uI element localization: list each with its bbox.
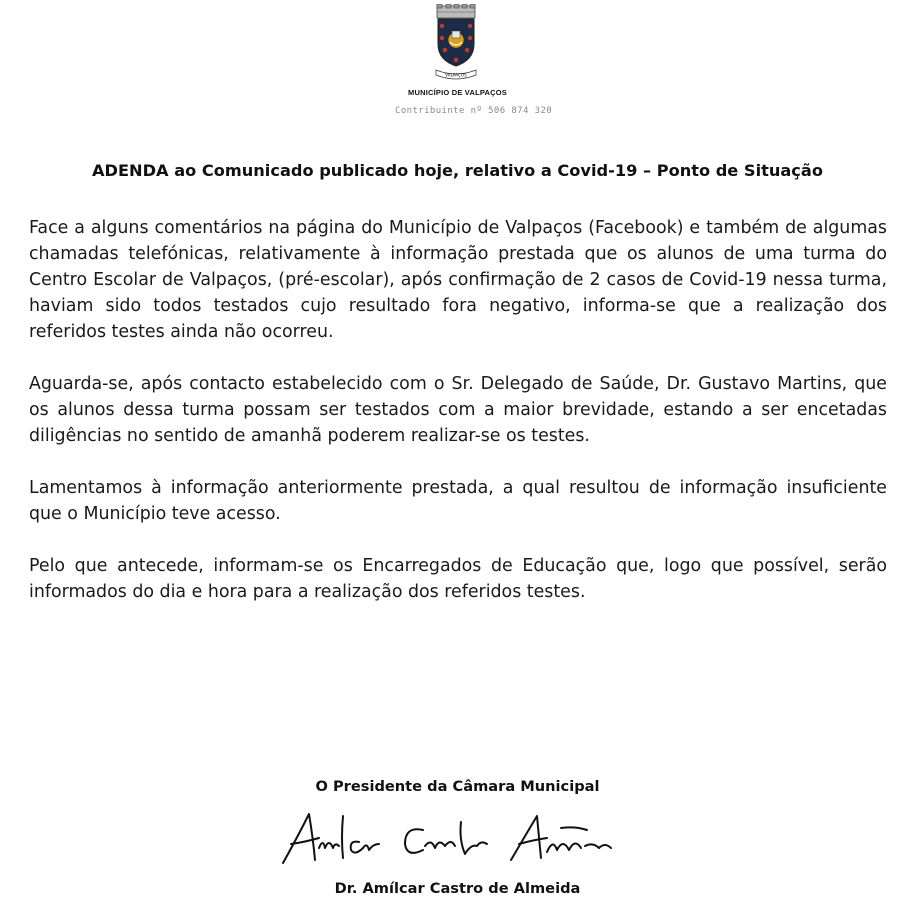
document-title: ADENDA ao Comunicado publicado hoje, relativo a Covid-19 – Ponto de Situação bbox=[92, 161, 823, 180]
paragraph: Face a alguns comentários na página do Município de Valpaços (Facebook) e também de algumas chamadas telefónicas, relativamente à informação prestada que os alunos de uma turma do Centro Escolar de Valpaços, (pré-escolar), após confirmação de 2 casos de Covid-19 nessa turma, haviam sido todos testados cujo resultado fora negativo, informa-se que a realização dos referidos testes ainda não ocorreu. bbox=[29, 218, 887, 342]
crest-motto: VALPAÇOS bbox=[445, 72, 467, 78]
paragraph: Aguarda-se, após contacto estabelecido com o Sr. Delegado de Saúde, Dr. Gustavo Martins, que os alunos dessa turma possam ser testados com a maior brevidade, estando a ser encetadas diligências no sentido de amanhã poderem realizar-se os testes. bbox=[29, 374, 887, 446]
handwritten-signature bbox=[275, 808, 620, 873]
signatory-role: O Presidente da Câmara Municipal bbox=[315, 778, 600, 795]
paragraph: Pelo que antecede, informam-se os Encarregados de Educação que, logo que possível, serão informados do dia e hora para a realização dos referidos testes. bbox=[29, 556, 887, 602]
municipality-name: MUNICÍPIO DE VALPAÇOS bbox=[408, 88, 507, 97]
taxpayer-number: Contribuinte nº 506 874 320 bbox=[395, 106, 553, 116]
document-body bbox=[29, 215, 887, 631]
signatory-name: Dr. Amílcar Castro de Almeida bbox=[334, 880, 581, 897]
municipal-coat-of-arms-icon bbox=[430, 4, 482, 84]
paragraph: Lamentamos à informação anteriormente prestada, a qual resultou de informação insuficiente que o Município teve acesso. bbox=[29, 478, 887, 524]
